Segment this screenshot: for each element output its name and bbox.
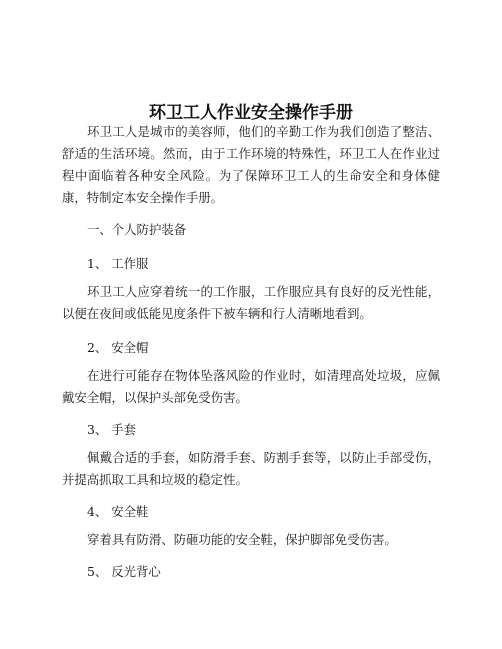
section-heading-protective-equipment: 一、个人防护装备 [87, 222, 187, 237]
item-heading-safety-helmet: 2、 安全帽 [87, 340, 149, 355]
item-text-work-clothes: 环卫工人应穿着统一的工作服，工作服应具有良好的反光性能，以便在夜间或低能见度条件下被车辆和行人清晰地看到。 [62, 284, 440, 321]
item-heading-reflective-vest: 5、 反光背心 [87, 564, 161, 579]
item-heading-safety-shoes: 4、 安全鞋 [87, 504, 149, 519]
intro-paragraph: 环卫工人是城市的美容师，他们的辛勤工作为我们创造了整洁、舒适的生活环境。然而，由于工作环境的特殊性，环卫工人在作业过程中面临着各种安全风险。为了保障环卫工人的生命安全和身体健康，特制定本安全操作手册。 [62, 124, 440, 205]
item-text-gloves: 佩戴合适的手套，如防滑手套、防割手套等，以防止手部受伤，并提高抓取工具和垃圾的稳定性。 [62, 450, 440, 487]
item-text-safety-shoes: 穿着具有防滑、防砸功能的安全鞋，保护脚部免受伤害。 [87, 532, 397, 547]
item-heading-gloves: 3、 手套 [87, 422, 136, 437]
document-title: 环卫工人作业安全操作手册 [149, 103, 353, 124]
item-text-safety-helmet: 在进行可能存在物体坠落风险的作业时，如清理高处垃圾，应佩戴安全帽，以保护头部免受伤害。 [62, 368, 440, 405]
item-heading-work-clothes: 1、 工作服 [87, 256, 149, 271]
